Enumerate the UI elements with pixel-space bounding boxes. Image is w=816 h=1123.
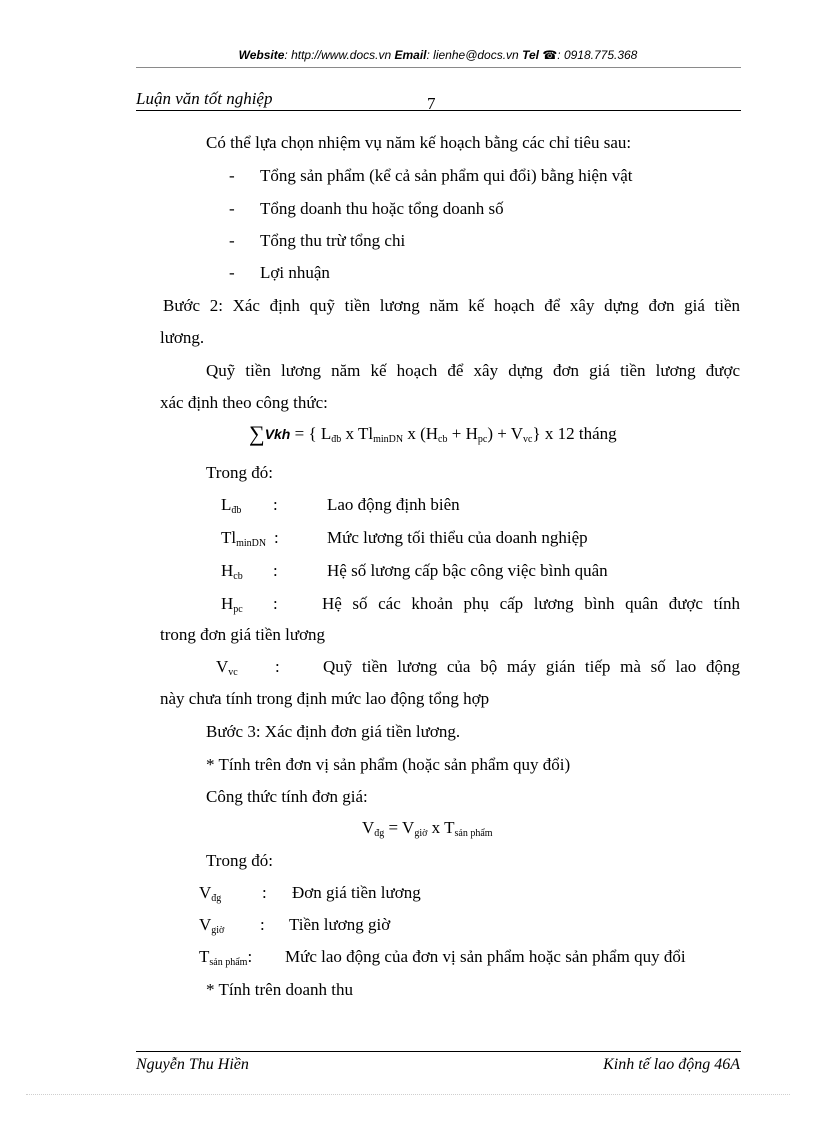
def-sym: V — [216, 657, 229, 676]
def-text: Mức lao động của đơn vị sản phẩm hoặc sản phẩm quy đổi — [285, 947, 686, 966]
website-header — [136, 48, 740, 62]
def-symbol — [221, 594, 243, 614]
def-colon: : — [247, 947, 253, 966]
per-revenue-heading: * Tính trên doanh thu — [206, 980, 353, 999]
formula-sub: vc — [523, 434, 533, 445]
bullet-item: Lợi nhuận — [260, 263, 330, 282]
def-sub: pc — [233, 604, 243, 615]
formula-sub: cb — [438, 434, 448, 445]
def-sym: V — [199, 915, 212, 934]
def-sub: minDN — [236, 538, 267, 549]
email-value: : lienhe@docs.vn — [426, 48, 519, 62]
sigma-symbol: ∑ — [249, 421, 265, 446]
page-edge-dotted-line — [26, 1094, 790, 1095]
formula-salary-fund — [249, 421, 617, 446]
def-sym: Tl — [221, 528, 237, 547]
where-label: Trong đó: — [206, 851, 273, 870]
formula-part: x (H — [403, 424, 439, 443]
def-text: Tiền lương giờ — [289, 915, 391, 934]
def-sym: H — [221, 594, 234, 613]
thesis-title: Luận văn tốt nghiệp — [136, 89, 273, 108]
formula-part: = V — [384, 818, 415, 837]
formula-part: + H — [447, 424, 478, 443]
step2-line1: Bước 2: Xác định quỹ tiền lương năm kế hoạch để xây dựng đơn giá tiền — [163, 296, 740, 315]
def-symbol — [221, 561, 243, 581]
def-sym: L — [221, 495, 232, 514]
def-sub: đb — [231, 505, 242, 516]
formula-sub: minDN — [373, 434, 404, 445]
def-colon: : — [273, 495, 278, 514]
formula-part: ) + V — [487, 424, 524, 443]
formula-part: V — [362, 818, 375, 837]
where-label: Trong đó: — [206, 463, 273, 482]
formula-part: x Tl — [341, 424, 374, 443]
formula-intro: Công thức tính đơn giá: — [206, 787, 368, 806]
phone-icon: ☎ — [542, 48, 558, 62]
def-symbol — [221, 528, 266, 548]
paragraph-line1: Quỹ tiền lương năm kế hoạch để xây dựng đơn giá tiền lương được — [206, 361, 740, 380]
formula-sub: giờ — [414, 828, 428, 839]
website-value: : http://www.docs.vn — [284, 48, 392, 62]
def-sub: sản phẩm — [209, 957, 248, 968]
def-text: Mức lương tối thiểu của doanh nghiệp — [327, 528, 588, 547]
footer-class: Kinh tế lao động 46A — [603, 1056, 740, 1073]
tel-value: : 0918.775.368 — [557, 48, 638, 62]
def-symbol — [216, 657, 238, 677]
intro-line: Có thể lựa chọn nhiệm vụ năm kế hoạch bằng các chỉ tiêu sau: — [206, 133, 632, 152]
header-rule — [136, 67, 741, 68]
step2-line2: lương. — [160, 328, 205, 347]
website-label: Website — [238, 48, 285, 62]
running-head-rule — [136, 110, 741, 111]
def-sym: T — [199, 947, 210, 966]
def-text: Lao động định biên — [327, 495, 460, 514]
def-text-cont: này chưa tính trong định mức lao động tổng hợp — [160, 689, 490, 708]
page-number: 7 — [427, 94, 436, 113]
formula-sub: đg — [374, 828, 385, 839]
footer-author: Nguyễn Thu Hiền — [136, 1056, 249, 1073]
def-colon: : — [273, 594, 278, 613]
def-text: Quỹ tiền lương của bộ máy gián tiếp mà số lao động — [323, 657, 740, 676]
def-sub: vc — [228, 667, 238, 678]
bullet-marker: - — [229, 263, 235, 282]
formula-vkh: Vkh — [264, 426, 291, 442]
formula-part: = { L — [290, 424, 332, 443]
bullet-item: Tổng sản phẩm (kể cả sản phẩm qui đổi) bằng hiện vật — [260, 166, 633, 185]
formula-part: x T — [427, 818, 455, 837]
def-symbol — [199, 915, 224, 935]
def-sub: giờ — [211, 925, 225, 936]
def-sub: cb — [233, 571, 243, 582]
bullet-item: Tổng doanh thu hoặc tổng doanh số — [260, 199, 504, 218]
formula-part: } x 12 tháng — [532, 424, 617, 443]
def-text-cont: trong đơn giá tiền lương — [160, 625, 326, 644]
step3-heading: Bước 3: Xác định đơn giá tiền lương. — [206, 722, 461, 741]
bullet-marker: - — [229, 199, 235, 218]
def-colon: : — [275, 657, 280, 676]
def-symbol — [221, 495, 241, 515]
def-symbol — [199, 883, 221, 903]
bullet-marker: - — [229, 231, 235, 250]
def-sym: V — [199, 883, 212, 902]
tel-label: Tel — [522, 48, 539, 62]
footer-rule — [136, 1051, 741, 1052]
formula-sub: đb — [331, 434, 342, 445]
formula-sub: pc — [477, 434, 488, 445]
bullet-marker: - — [229, 166, 235, 185]
def-text: Hệ số lương cấp bậc công việc bình quân — [327, 561, 608, 580]
def-text: Đơn giá tiền lương — [292, 883, 421, 902]
def-colon: : — [262, 883, 267, 902]
def-text: Hệ số các khoản phụ cấp lương bình quân được tính — [322, 594, 740, 613]
def-symbol — [199, 947, 252, 967]
bullet-item: Tổng thu trừ tổng chi — [260, 231, 406, 250]
def-colon: : — [274, 528, 279, 547]
email-label: Email — [394, 48, 427, 62]
paragraph-line2: xác định theo công thức: — [160, 393, 328, 412]
def-colon: : — [273, 561, 278, 580]
formula-unit-price — [362, 818, 493, 838]
def-colon: : — [260, 915, 265, 934]
per-unit-heading: * Tính trên đơn vị sản phẩm (hoặc sản phẩm quy đổi) — [206, 755, 571, 774]
formula-sub: sản phẩm — [454, 828, 493, 839]
def-sym: H — [221, 561, 234, 580]
def-sub: đg — [211, 893, 222, 904]
